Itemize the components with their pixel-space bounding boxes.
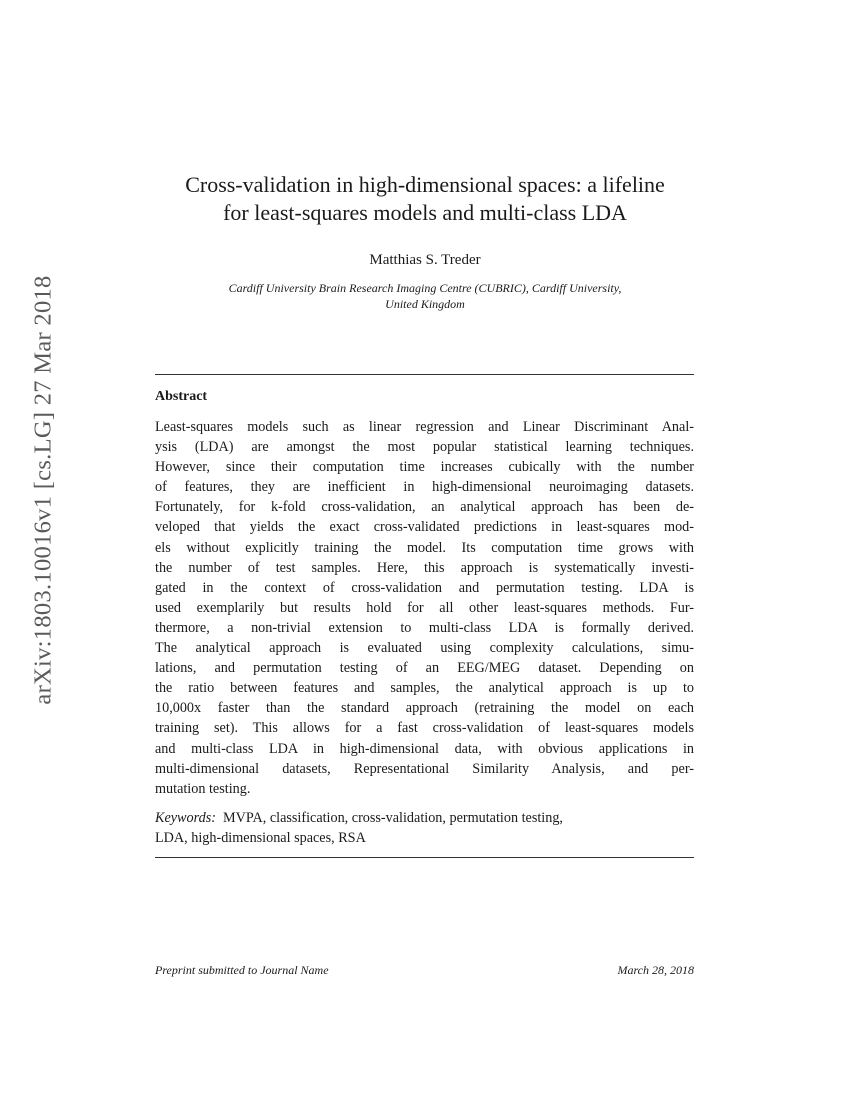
abstract-line: Fortunately, for k-fold cross-validation, an analytical approach has been de- (155, 499, 694, 516)
keywords-block (155, 808, 694, 848)
arxiv-identifier: arXiv:1803.10016v1 [cs.LG] 27 Mar 2018 (30, 275, 58, 705)
abstract-line: els without explicitly training the model. Its computation time grows with (155, 539, 694, 556)
abstract-line: ysis (LDA) are amongst the most popular statistical learning techniques. (155, 439, 694, 456)
abstract-body (155, 417, 694, 799)
author-name: Matthias S. Treder (369, 252, 481, 268)
abstract-line: thermore, a non-trivial extension to multi-class LDA is formally derived. (155, 619, 694, 636)
abstract-line: the ratio between features and samples, the analytical approach is up to (155, 680, 694, 697)
abstract-line: training set). This allows for a fast cross-validation of least-squares models (155, 720, 694, 737)
keywords-text: MVPA, classification, cross-validation, permutation testing, (223, 810, 563, 826)
abstract-line: and multi-class LDA in high-dimensional data, with obvious applications in (155, 740, 694, 757)
affiliation-line: United Kingdom (385, 297, 465, 311)
abstract-line: gated in the context of cross-validation and permutation testing. LDA is (155, 579, 694, 596)
author-affiliation (155, 280, 695, 312)
abstract-bottom-rule (155, 857, 694, 858)
abstract-line: lations, and permutation testing of an EEG/MEG dataset. Depending on (155, 660, 694, 677)
keywords-line: LDA, high-dimensional spaces, RSA (155, 830, 366, 847)
title-line: for least-squares models and multi-class LDA (223, 200, 627, 225)
abstract-line: used exemplarily but results hold for all other least-squares methods. Fur- (155, 599, 694, 616)
abstract-line: mutation testing. (155, 780, 251, 797)
keywords-label: Keywords: (155, 810, 216, 826)
footer-date: March 28, 2018 (617, 963, 694, 977)
abstract-heading: Abstract (155, 389, 208, 404)
arxiv-identifier-sidebar (28, 275, 60, 705)
paper-title (155, 171, 695, 227)
keywords-line (155, 808, 694, 828)
abstract-line: The analytical approach is evaluated using complexity calculations, simu- (155, 640, 694, 657)
abstract-line: multi-dimensional datasets, Representational Similarity Analysis, and per- (155, 760, 694, 777)
footer-submission-note: Preprint submitted to Journal Name (155, 963, 329, 977)
abstract-line: veloped that yields the exact cross-validated predictions in least-squares mod- (155, 519, 694, 536)
abstract-line: 10,000x faster than the standard approach (retraining the model on each (155, 700, 694, 717)
abstract-line: Least-squares models such as linear regression and Linear Discriminant Anal- (155, 419, 694, 435)
affiliation-line: Cardiff University Brain Research Imaging Centre (CUBRIC), Cardiff University, (228, 281, 622, 295)
abstract-line: of features, they are inefficient in high-dimensional neuroimaging datasets. (155, 479, 694, 496)
title-line: Cross-validation in high-dimensional spaces: a lifeline (185, 172, 665, 197)
abstract-line: the number of test samples. Here, this approach is systematically investi- (155, 559, 694, 576)
abstract-line: However, since their computation time increases cubically with the number (155, 459, 694, 476)
abstract-top-rule (155, 374, 694, 375)
